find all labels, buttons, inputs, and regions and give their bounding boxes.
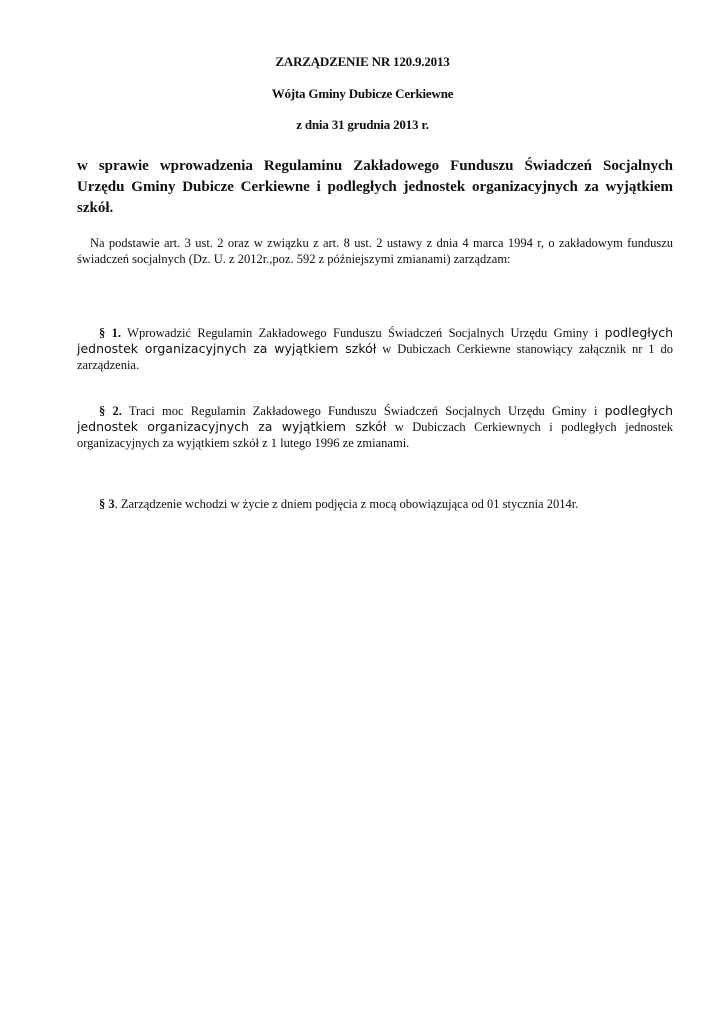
section-1-text-a: Wprowadzić Regulamin Zakładowego Funduszu Świadczeń Socjalnych Urzędu Gminy i <box>121 326 605 340</box>
section-3-paragraph <box>77 496 673 512</box>
section-2-text-a: Traci moc Regulamin Zakładowego Funduszu Świadczeń Socjalnych Urzędu Gminy i <box>121 404 605 418</box>
section-1-text-b: podległych jednostek organizacyjnych za wyjątkiem szkół <box>77 325 674 356</box>
section-1-text-c: w Dubiczach Cerkiewne stanowiący załącznik nr 1 do zarządzenia. <box>77 342 673 372</box>
document-subject: w sprawie wprowadzenia Regulaminu Zakładowego Funduszu Świadczeń Socjalnych Urzędu Gminy Dubicze Cerkiewne i podległych jednostek organizacyjnych za wyjątkiem szkół. <box>77 158 673 216</box>
document-issuer: Wójta Gminy Dubicze Cerkiewne <box>271 86 454 101</box>
section-1-symbol: § 1. <box>99 326 122 340</box>
document-title: ZARZĄDZENIE NR 120.9.2013 <box>275 54 450 69</box>
legal-basis-paragraph: Na podstawie art. 3 ust. 2 oraz w związku z art. 8 ust. 2 ustawy z dnia 4 marca 1994 r, o zakładowym funduszu świadczeń socjalnych (Dz. U. z 2012r.,poz. 592 z późniejszymi zmianami) zarządzam: <box>77 236 673 266</box>
section-1-paragraph <box>77 325 673 373</box>
section-3-text-a: . Zarządzenie wchodzi w życie z dniem podjęcia z mocą obowiązująca od 01 stycznia 2014r. <box>114 497 579 511</box>
section-2-paragraph <box>77 403 673 451</box>
section-2-symbol: § 2. <box>99 404 122 418</box>
section-2-text-b: podległych jednostek organizacyjnych za wyjątkiem szkół <box>77 403 673 434</box>
section-2-text-c: w Dubiczach Cerkiewnych i podległych jednostek organizacyjnych za wyjątkiem szkół z 1 lutego 1996 ze zmianami. <box>77 420 673 450</box>
document-date: z dnia 31 grudnia 2013 r. <box>296 117 429 132</box>
section-3-symbol: § 3 <box>99 497 115 511</box>
